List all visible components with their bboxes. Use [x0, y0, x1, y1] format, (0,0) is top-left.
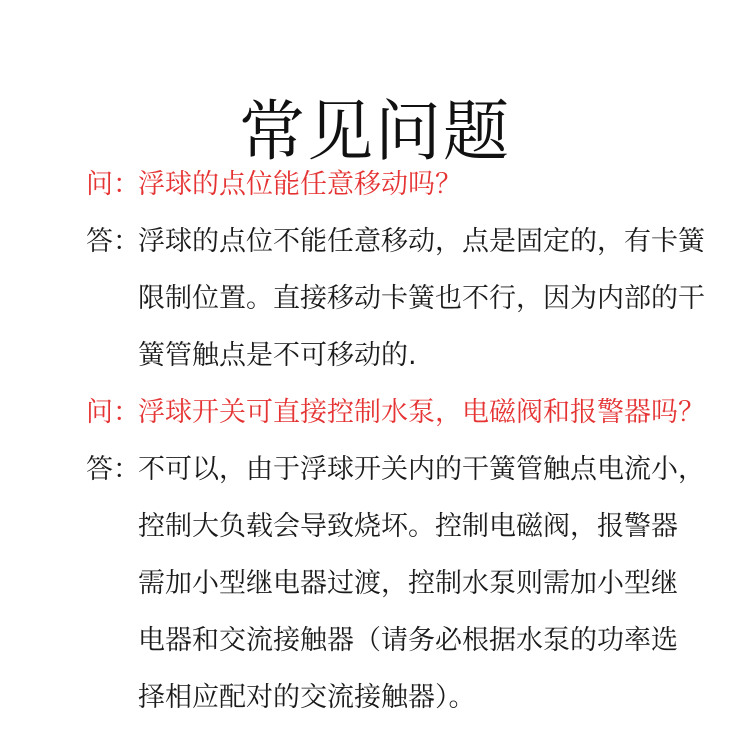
question-line: 浮球的点位能任意移动吗？	[138, 169, 462, 200]
answer-line: 不可以，由于浮球开关内的干簧管触点电流小，	[138, 454, 705, 485]
faq-question-1	[86, 156, 706, 213]
answer-text	[138, 441, 706, 726]
answer-line: 择相应配对的交流接触器）。	[138, 682, 476, 713]
answer-prefix: 答：	[86, 454, 140, 485]
question-text	[138, 156, 706, 213]
answer-line: 电器和交流接触器（请务必根据水泵的功率选	[138, 625, 678, 656]
answer-prefix: 答：	[86, 226, 140, 257]
question-prefix: 问：	[86, 169, 140, 200]
question-line: 浮球开关可直接控制水泵，电磁阀和报警器吗？	[138, 397, 705, 428]
faq-question-2	[86, 384, 706, 441]
answer-line: 限制位置。直接移动卡簧也不行，因为内部的干	[138, 283, 705, 314]
answer-line: 簧管触点是不可移动的.	[138, 340, 417, 371]
answer-text	[138, 213, 706, 384]
page-title: 常见问题	[239, 93, 511, 171]
answer-line: 需加小型继电器过渡，控制水泵则需加小型继	[138, 568, 678, 599]
question-text	[138, 384, 706, 441]
question-prefix: 问：	[86, 397, 140, 428]
answer-line: 控制大负载会导致烧坏。控制电磁阀，报警器	[138, 511, 678, 542]
faq-answer-1	[86, 213, 706, 384]
faq-answer-2	[86, 441, 706, 726]
answer-line: 浮球的点位不能任意移动，点是固定的，有卡簧	[138, 226, 705, 257]
